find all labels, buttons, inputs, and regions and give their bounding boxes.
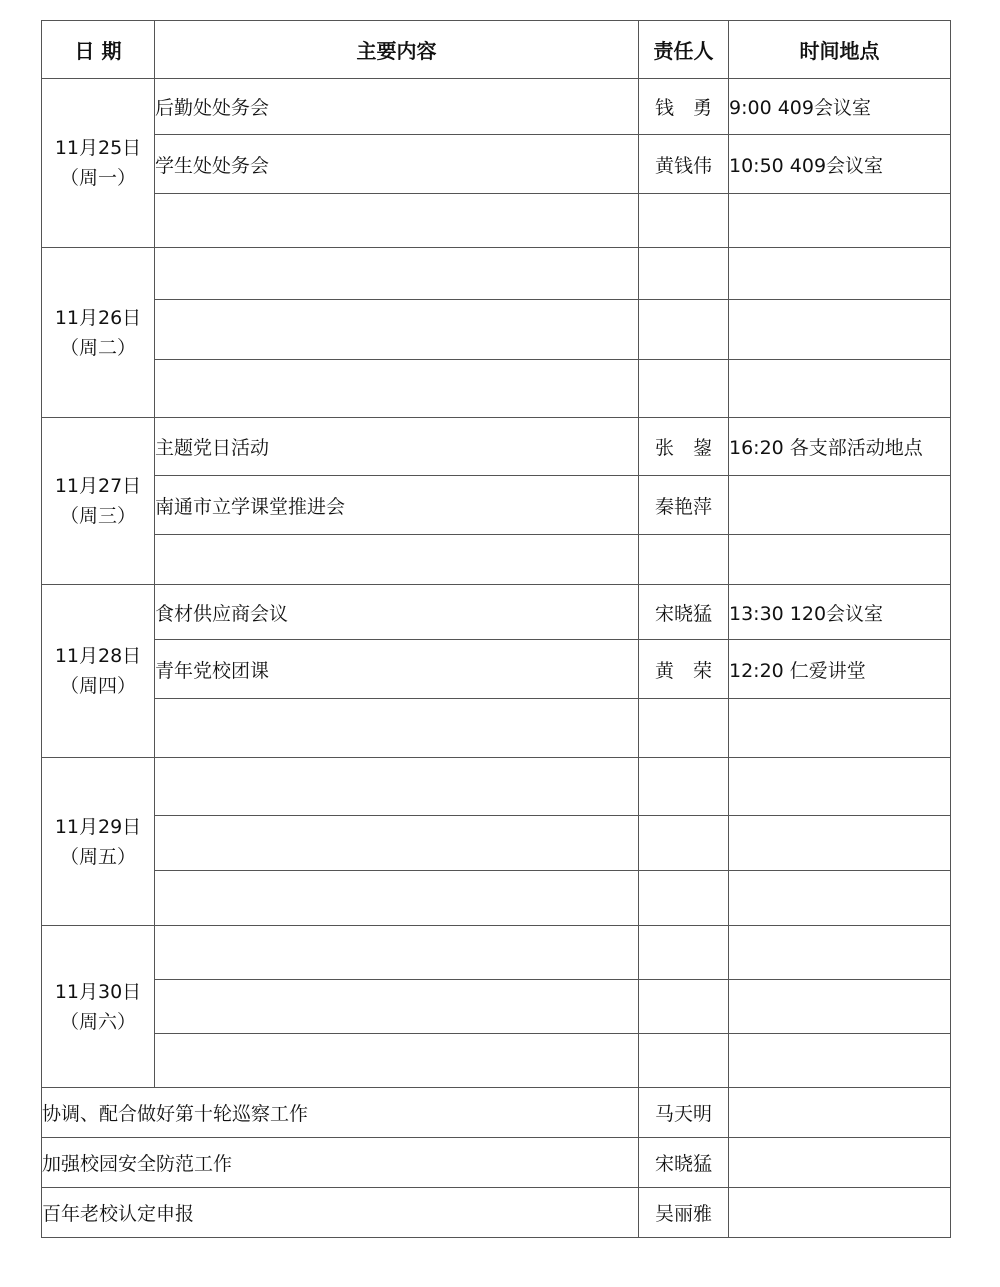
header-date: 日 期 — [42, 21, 155, 79]
content-cell — [155, 980, 639, 1034]
person-cell — [639, 535, 729, 585]
schedule-row — [42, 135, 951, 194]
content-cell: 青年党校团课 — [155, 640, 639, 699]
person-cell: 黄 荣 — [639, 640, 729, 699]
schedule-row — [42, 248, 951, 300]
person-cell: 吴丽雅 — [639, 1188, 729, 1238]
content-cell — [155, 816, 639, 871]
content-cell — [155, 758, 639, 816]
header-content: 主要内容 — [155, 21, 639, 79]
time-place-cell — [729, 758, 951, 816]
person-cell — [639, 248, 729, 300]
person-cell — [639, 926, 729, 980]
schedule-row — [42, 926, 951, 980]
time-place-cell — [729, 980, 951, 1034]
weekday-label: （周六） — [59, 1010, 136, 1033]
content-cell — [155, 535, 639, 585]
header-person: 责任人 — [639, 21, 729, 79]
schedule-row — [42, 816, 951, 871]
weekday-label: （周五） — [59, 845, 136, 868]
person-cell — [639, 871, 729, 926]
date-label: 11月27日 — [54, 475, 142, 497]
person-cell — [639, 699, 729, 758]
person-cell — [639, 980, 729, 1034]
date-label: 11月25日 — [54, 137, 142, 159]
date-cell — [42, 418, 155, 585]
footer-task-row — [42, 1188, 951, 1238]
time-place-cell — [729, 816, 951, 871]
person-cell — [639, 758, 729, 816]
person-cell — [639, 816, 729, 871]
schedule-body — [42, 79, 951, 1238]
time-place-cell: 9:00 409会议室 — [729, 79, 951, 135]
time-place-cell: 10:50 409会议室 — [729, 135, 951, 194]
person-cell: 宋晓猛 — [639, 1138, 729, 1188]
date-cell — [42, 79, 155, 248]
person-cell — [639, 360, 729, 418]
schedule-row — [42, 758, 951, 816]
date-label: 11月30日 — [54, 980, 142, 1003]
date-cell — [42, 248, 155, 418]
content-cell — [155, 360, 639, 418]
person-cell: 宋晓猛 — [639, 585, 729, 640]
time-place-cell: 13:30 120会议室 — [729, 585, 951, 640]
content-cell: 食材供应商会议 — [155, 585, 639, 640]
weekday-label: （周一） — [59, 167, 136, 189]
header-row — [42, 21, 951, 79]
content-cell — [155, 926, 639, 980]
content-cell: 主题党日活动 — [155, 418, 639, 476]
date-cell — [42, 926, 155, 1088]
time-place-cell: 12:20 仁爱讲堂 — [729, 640, 951, 699]
schedule-row — [42, 360, 951, 418]
footer-task-row — [42, 1088, 951, 1138]
content-cell — [155, 194, 639, 248]
footer-task-row — [42, 1138, 951, 1188]
time-place-cell — [729, 194, 951, 248]
time-place-cell — [729, 1138, 951, 1188]
content-cell: 学生处处务会 — [155, 135, 639, 194]
schedule-row — [42, 585, 951, 640]
time-place-cell — [729, 926, 951, 980]
schedule-row — [42, 535, 951, 585]
schedule-row — [42, 640, 951, 699]
date-label: 11月26日 — [54, 306, 142, 329]
content-cell — [155, 699, 639, 758]
weekday-label: （周二） — [59, 336, 136, 359]
person-cell: 张 鋆 — [639, 418, 729, 476]
time-place-cell — [729, 360, 951, 418]
schedule-row — [42, 699, 951, 758]
weekday-label: （周四） — [59, 675, 136, 697]
person-cell: 秦艳萍 — [639, 476, 729, 535]
content-cell: 后勤处处务会 — [155, 79, 639, 135]
content-cell — [155, 871, 639, 926]
schedule-row — [42, 194, 951, 248]
content-cell: 南通市立学课堂推进会 — [155, 476, 639, 535]
schedule-row — [42, 980, 951, 1034]
time-place-cell — [729, 1034, 951, 1088]
date-label: 11月28日 — [54, 645, 142, 667]
time-place-cell — [729, 1188, 951, 1238]
time-place-cell — [729, 699, 951, 758]
person-cell: 黄钱伟 — [639, 135, 729, 194]
date-label: 11月29日 — [54, 815, 142, 838]
footer-task-cell: 百年老校认定申报 — [42, 1188, 639, 1238]
time-place-cell — [729, 1088, 951, 1138]
footer-task-cell: 加强校园安全防范工作 — [42, 1138, 639, 1188]
time-place-cell — [729, 248, 951, 300]
schedule-row — [42, 871, 951, 926]
time-place-cell — [729, 300, 951, 360]
time-place-cell — [729, 476, 951, 535]
time-place-cell — [729, 535, 951, 585]
footer-task-cell: 协调、配合做好第十轮巡察工作 — [42, 1088, 639, 1138]
content-cell — [155, 1034, 639, 1088]
weekly-schedule-table — [41, 20, 951, 1238]
schedule-row — [42, 300, 951, 360]
person-cell — [639, 194, 729, 248]
content-cell — [155, 248, 639, 300]
person-cell — [639, 1034, 729, 1088]
time-place-cell: 16:20 各支部活动地点 — [729, 418, 951, 476]
header-time-place: 时间地点 — [729, 21, 951, 79]
schedule-row — [42, 79, 951, 135]
person-cell: 马天明 — [639, 1088, 729, 1138]
person-cell — [639, 300, 729, 360]
date-cell — [42, 585, 155, 758]
schedule-row — [42, 1034, 951, 1088]
time-place-cell — [729, 871, 951, 926]
weekday-label: （周三） — [59, 505, 136, 527]
content-cell — [155, 300, 639, 360]
schedule-row — [42, 418, 951, 476]
date-cell — [42, 758, 155, 926]
schedule-row — [42, 476, 951, 535]
person-cell: 钱 勇 — [639, 79, 729, 135]
